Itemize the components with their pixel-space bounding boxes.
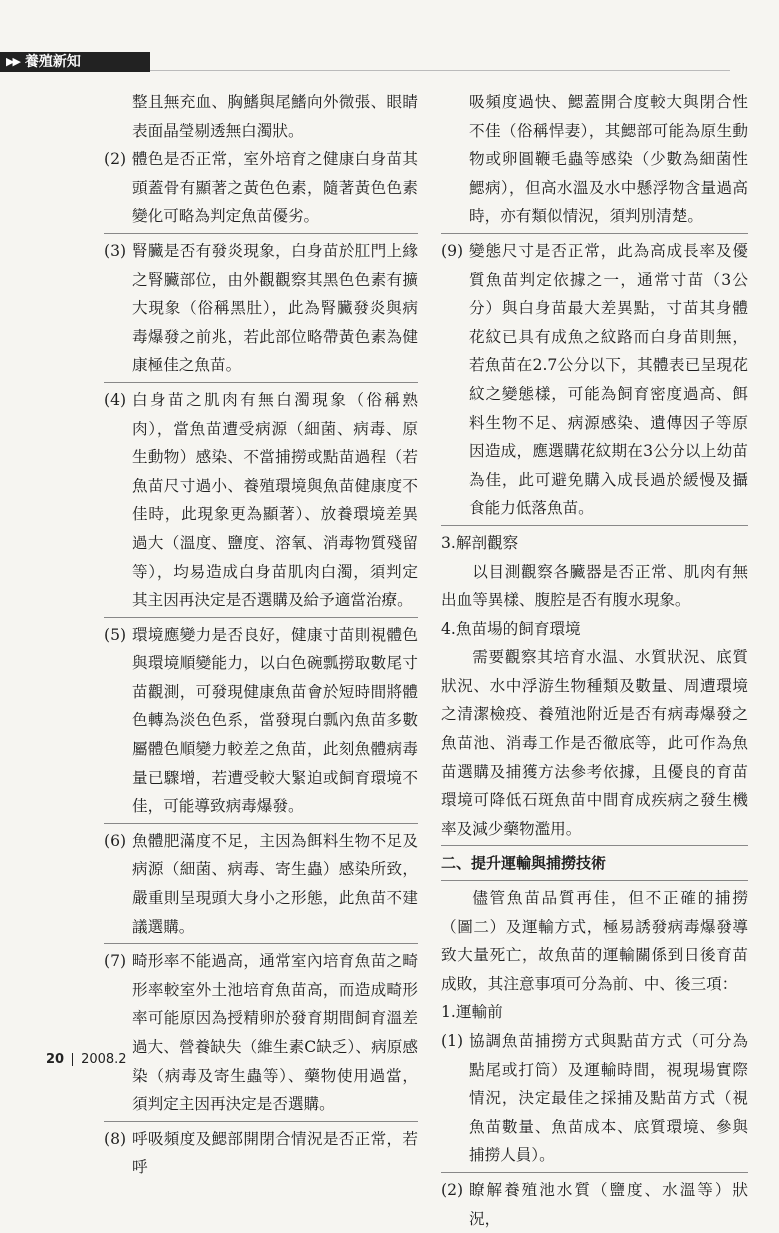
item-text: 環境應變力是否良好，健康寸苗則視體色與環境順變能力，以白色碗瓢撈取數尾寸苗觀測，可發現健康魚苗會於短時間將體色轉為淡色色系，當發現白瓢內魚苗多數屬體色順變力較差之魚苗，此刻魚體病毒量已驟增，若遭受較大緊迫或飼育環境不佳，可能導致病毒爆發。: [132, 625, 418, 816]
item-text: 瞭解養殖池水質（鹽度、水溫等）狀況，: [469, 1180, 748, 1228]
page-number: 20: [46, 1052, 65, 1067]
item-number: (8): [104, 1129, 127, 1148]
paragraph: 儘管魚苗品質再佳，但不正確的捕撈（圖二）及運輸方式，極易誘發病毒爆發導致大量死亡，故魚苗的運輸關係到日後育苗成敗，其注意事項可分為前、中、後三項：: [441, 889, 748, 993]
list-item: [104, 947, 418, 1119]
item-text: 協調魚苗捕撈方式與點苗方式（可分為點尾或打筒）及運輸時間，視現場實際情況，決定最佳之採捕及點苗方式（視魚苗數量、魚苗成本、底質環境、參與捕撈人員）。: [469, 1032, 748, 1165]
list-item: [104, 145, 418, 231]
list-item: [441, 237, 748, 523]
item-text: 畸形率不能過高，通常室內培育魚苗之畸形率較室外土池培育魚苗高，而造成畸形率可能原因為授精卵於發育期間飼育溫差過大、營養缺失（維生素C缺乏）、病原感染（病毒及寄生蟲等）、藥物使用過當，須判定主因再決定是否選購。: [132, 952, 418, 1114]
list-item: [441, 1176, 748, 1233]
item-text: 白身苗之肌肉有無白濁現象（俗稱熟肉），當魚苗遭受病源（細菌、病毒、原生動物）感染、不當捕撈或點苗過程（若魚苗尺寸過小、養殖環境與魚苗健康度不佳時，此現象更為顯著）、放養環境差異過大（溫度、鹽度、溶氧、消毒物質殘留等），均易造成白身苗肌肉白濁，須判定其主因再決定是否選購及給予適當治療。: [132, 390, 418, 610]
paragraph-continuation: 吸頻度過快、鰓蓋開合度較大與閉合性不佳（俗稱悍妻），其鰓部可能為原生動物或卵圓鞭毛蟲等感染（少數為細菌性鰓病），但高水溫及水中懸浮物含量過高時，亦有類似情況，須判別清楚。: [469, 93, 748, 226]
subheading: 1.運輸前: [441, 1003, 503, 1022]
item-number: (4): [104, 390, 127, 409]
double-arrow-icon: ▶▶: [6, 55, 19, 68]
section-title: 養殖新知: [24, 54, 81, 70]
section-heading: 二、提升運輸與捕撈技術: [441, 854, 607, 873]
divider: [104, 382, 418, 383]
divider: [104, 233, 418, 234]
item-number: (2): [441, 1180, 464, 1199]
paragraph: 以目測觀察各臟器是否正常、肌肉有無出血等異樣、腹腔是否有腹水現象。: [441, 562, 748, 610]
item-text: 魚體肥滿度不足，主因為餌料生物不足及病源（細菌、病毒、寄生蟲）感染所致，嚴重則呈現頭大身小之形態，此魚苗不建議選購。: [132, 831, 418, 936]
subheading: 3.解剖觀察: [441, 533, 519, 552]
list-item: [104, 621, 418, 821]
divider: [441, 880, 748, 881]
issue-date: 2008.2: [81, 1052, 127, 1067]
item-number: (2): [104, 150, 127, 169]
item-number: (7): [104, 952, 127, 971]
list-item: [104, 1125, 418, 1182]
item-number: (6): [104, 831, 127, 850]
paragraph: 需要觀察其培育水温、水質狀況、底質狀況、水中浮游生物種類及數量、周遭環境之清潔檢疫、養殖池附近是否有病毒爆發之魚苗池、消毒工作是否徹底等，此可作為魚苗選購及捕獲方法參考依據，且優良的育苗環境可降低石斑魚苗中間育成疾病之發生機率及減少藥物濫用。: [441, 648, 748, 838]
item-number: (5): [104, 625, 127, 644]
list-item: [441, 1027, 748, 1170]
header-rule: [150, 70, 730, 71]
footer-separator: [72, 1053, 73, 1066]
item-number: (3): [104, 241, 127, 260]
divider: [104, 823, 418, 824]
divider: [441, 233, 748, 234]
item-text: 體色是否正常，室外培育之健康白身苗其頭蓋骨有顯著之黃色色素，隨著黃色色素變化可略為判定魚苗優劣。: [132, 150, 418, 226]
divider: [441, 845, 748, 846]
list-item: [104, 827, 418, 941]
item-text: 腎臟是否有發炎現象，白身苗於肛門上緣之腎臟部位，由外觀觀察其黑色色素有擴大現象（俗稱黑肚），此為腎臟發炎與病毒爆發之前兆，若此部位略帶黃色素為健康極佳之魚苗。: [132, 241, 418, 375]
item-text: 呼吸頻度及鰓部開閉合情況是否正常，若呼: [132, 1129, 418, 1177]
page-footer: [46, 1052, 127, 1067]
divider: [104, 943, 418, 944]
item-text: 變態尺寸是否正常，此為高成長率及優質魚苗判定依據之一，通常寸苗（3公分）與白身苗最大差異點，寸苗其身體花紋已具有成魚之紋路而白身苗則無，若魚苗在2.7公分以下，其體表已呈現花紋之變態樣，可能為飼育密度過高、餌料生物不足、病源感染、遺傳因子等原因造成，應選購花紋期在3公分以上幼苗為佳，此可避免購入成長過於緩慢及攝食能力低落魚苗。: [469, 241, 748, 518]
subheading: 4.魚苗場的飼育環境: [441, 619, 581, 638]
section-header: [0, 52, 150, 72]
item-number: (1): [441, 1032, 464, 1050]
item-number: (9): [441, 241, 464, 260]
divider: [441, 1172, 748, 1173]
list-item: [104, 386, 418, 615]
divider: [104, 617, 418, 618]
right-column: [441, 88, 748, 1233]
paragraph-continuation: 整且無充血、胸鰭與尾鰭向外微張、眼睛表面晶瑩剔透無白濁狀。: [132, 93, 418, 140]
list-item: [104, 237, 418, 380]
divider: [104, 1121, 418, 1122]
left-column: [104, 88, 418, 1182]
divider: [441, 525, 748, 526]
